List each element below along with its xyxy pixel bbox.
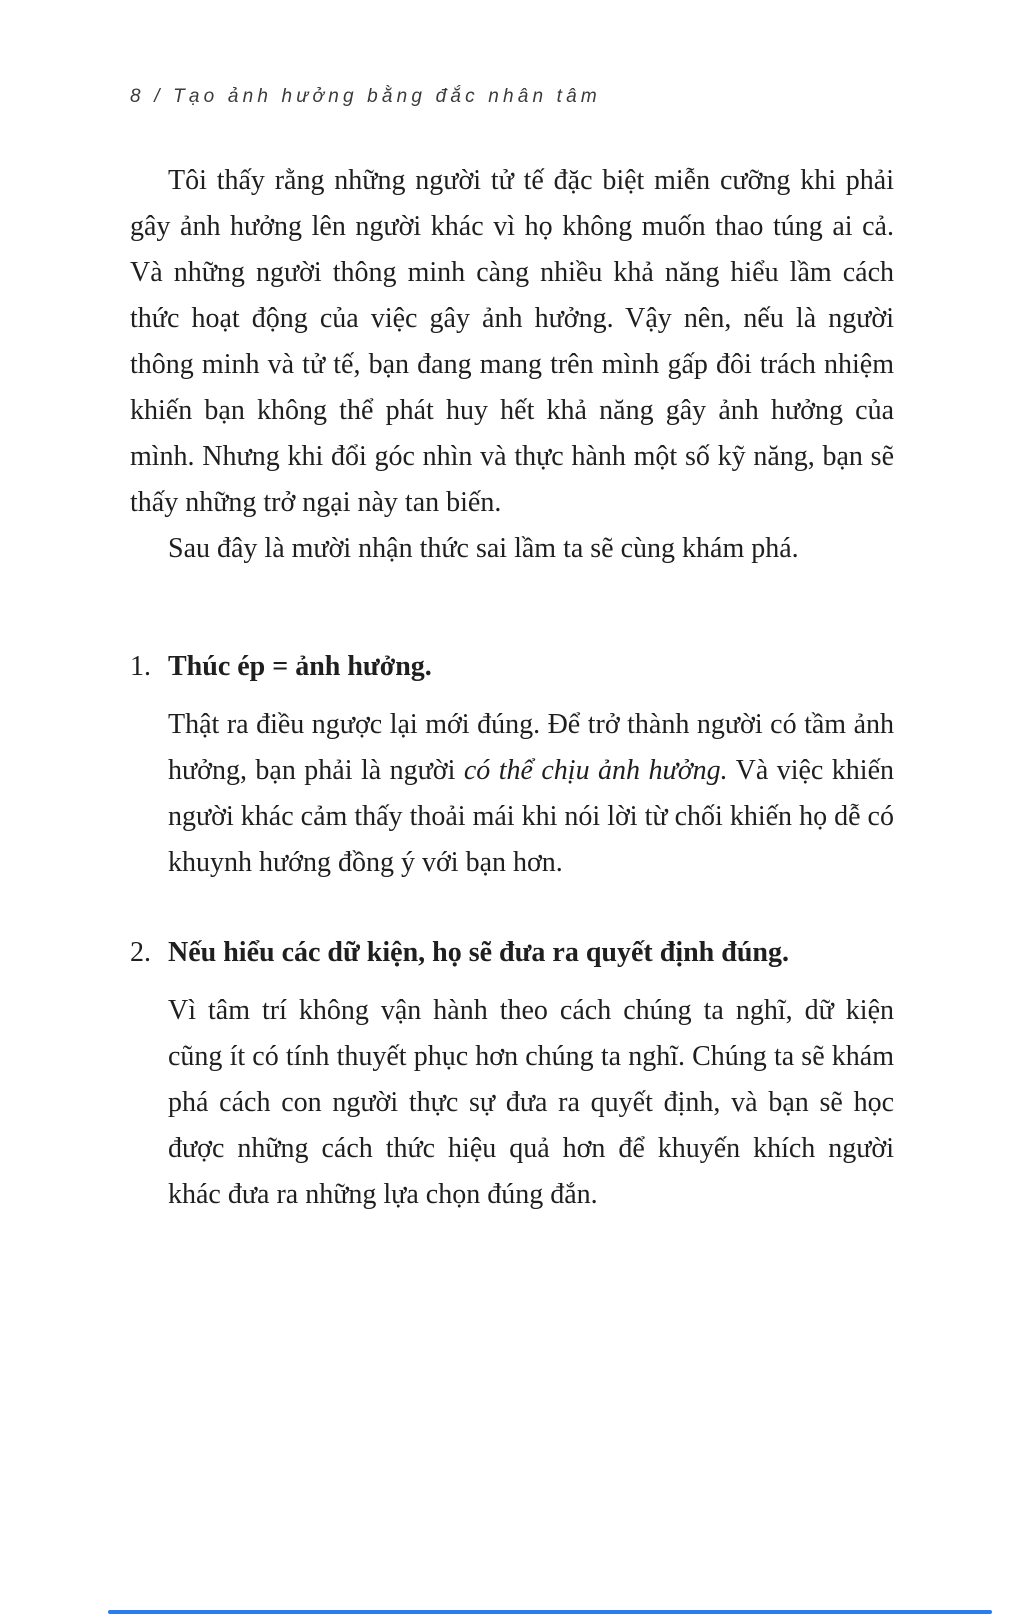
list-item-body-text: Vì tâm trí không vận hành theo cách chúng ta nghĩ, dữ kiện cũng ít có tính thuyết phục hơn chúng ta nghĩ. Chúng ta sẽ khám phá cách con người thực sự đưa ra quyết định, và bạn sẽ học được những cách thức hiệu quả hơn để khuyến khích người khác đưa ra những lựa chọn đúng đắn.	[168, 995, 894, 1210]
misconception-list	[130, 644, 894, 1218]
list-item-title: Nếu hiểu các dữ kiện, họ sẽ đưa ra quyết định đúng.	[168, 937, 789, 968]
list-item-heading	[130, 930, 894, 976]
list-item-body-emphasis: có thể chịu ảnh hưởng.	[463, 755, 728, 786]
list-item-body-text-continued: Và việc khiến người khác cảm thấy thoải mái khi nói lời từ chối khiến họ dễ có khuynh hướng đồng ý với bạn hơn.	[168, 755, 894, 878]
list-item-body	[168, 988, 894, 1218]
list-item-body	[168, 702, 894, 886]
list-item	[130, 930, 894, 1218]
list-item-number: 1.	[130, 651, 151, 682]
paragraph-intro: Tôi thấy rằng những người tử tế đặc biệt miễn cưỡng khi phải gây ảnh hưởng lên người khác vì họ không muốn thao túng ai cả. Và những người thông minh càng nhiều khả năng hiểu lầm cách thức hoạt động của việc gây ảnh hưởng. Vậy nên, nếu là người thông minh và tử tế, bạn đang mang trên mình gấp đôi trách nhiệm khiến bạn không thể phát huy hết khả năng gây ảnh hưởng của mình. Nhưng khi đổi góc nhìn và thực hành một số kỹ năng, bạn sẽ thấy những trở ngại này tan biến.	[130, 165, 894, 518]
page-body	[130, 158, 894, 1218]
list-item-heading	[130, 644, 894, 690]
list-item-number: 2.	[130, 937, 151, 968]
list-item-body-text: Thật ra điều ngược lại mới đúng. Để trở thành người có tầm ảnh hưởng, bạn phải là người	[168, 709, 894, 786]
paragraph-lead-in: Sau đây là mười nhận thức sai lầm ta sẽ cùng khám phá.	[168, 533, 799, 564]
reading-progress-bar[interactable]	[108, 1610, 992, 1614]
running-header: 8 / Tạo ảnh hưởng bằng đắc nhân tâm	[130, 86, 601, 107]
list-item-title: Thúc ép = ảnh hưởng.	[168, 651, 432, 682]
list-item	[130, 644, 894, 886]
